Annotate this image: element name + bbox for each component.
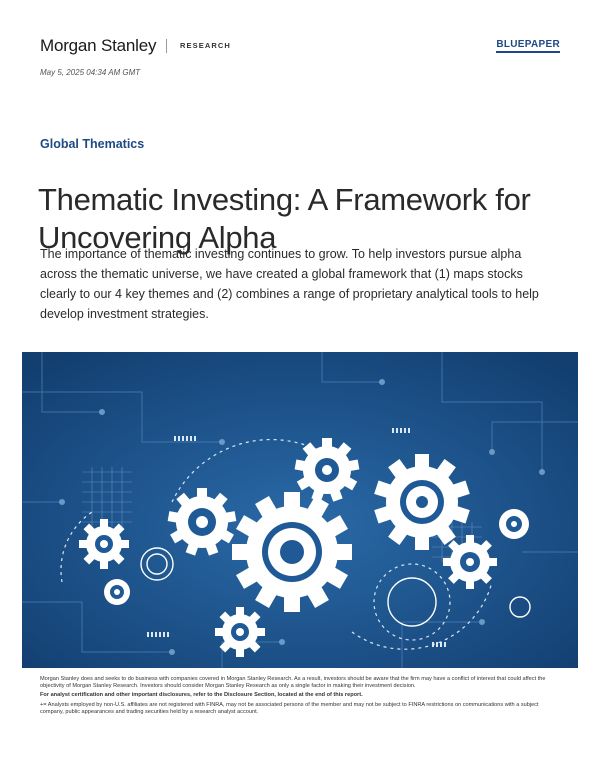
morgan-stanley-logo: Morgan Stanley [40, 36, 157, 55]
gears-illustration-icon [22, 352, 578, 668]
finra-note: += Analysts employed by non-U.S. affiliates are not registered with FINRA, may not be associated persons of the member and may not be subject to FINRA restrictions on communications with a subject company, public appearances and trading securities held by a research analyst account. [40, 701, 539, 715]
bluepaper-label: BLUEPAPER [496, 39, 560, 53]
header-divider [166, 39, 167, 53]
hero-image [22, 352, 578, 668]
certification-note: For analyst certification and other important disclosures, refer to the Disclosure Section, located at the end of this report. [40, 692, 363, 699]
research-label: RESEARCH [180, 41, 231, 50]
conflict-disclosure: Morgan Stanley does and seeks to do business with companies covered in Morgan Stanley Research. As a result, investors should be aware that the firm may have a conflict of interest that could affect the objectivity of Morgan Stanley Research. Investors should consider Morgan Stanley Research as only a single factor in making their investment decision. [40, 676, 546, 690]
page-title: Thematic Investing: A Framework for Uncovering Alpha [38, 181, 531, 255]
section-label: Global Thematics [40, 137, 145, 151]
lead-paragraph: The importance of thematic investing continues to grow. To help investors pursue alpha across the thematic universe, we have created a global framework that (1) maps stocks clearly to our 4 key themes and (2) combines a range of proprietary analytical tools to help develop investment strategies. [40, 247, 539, 321]
disclaimer [40, 676, 562, 718]
publish-date: May 5, 2025 04:34 AM GMT [40, 68, 141, 77]
